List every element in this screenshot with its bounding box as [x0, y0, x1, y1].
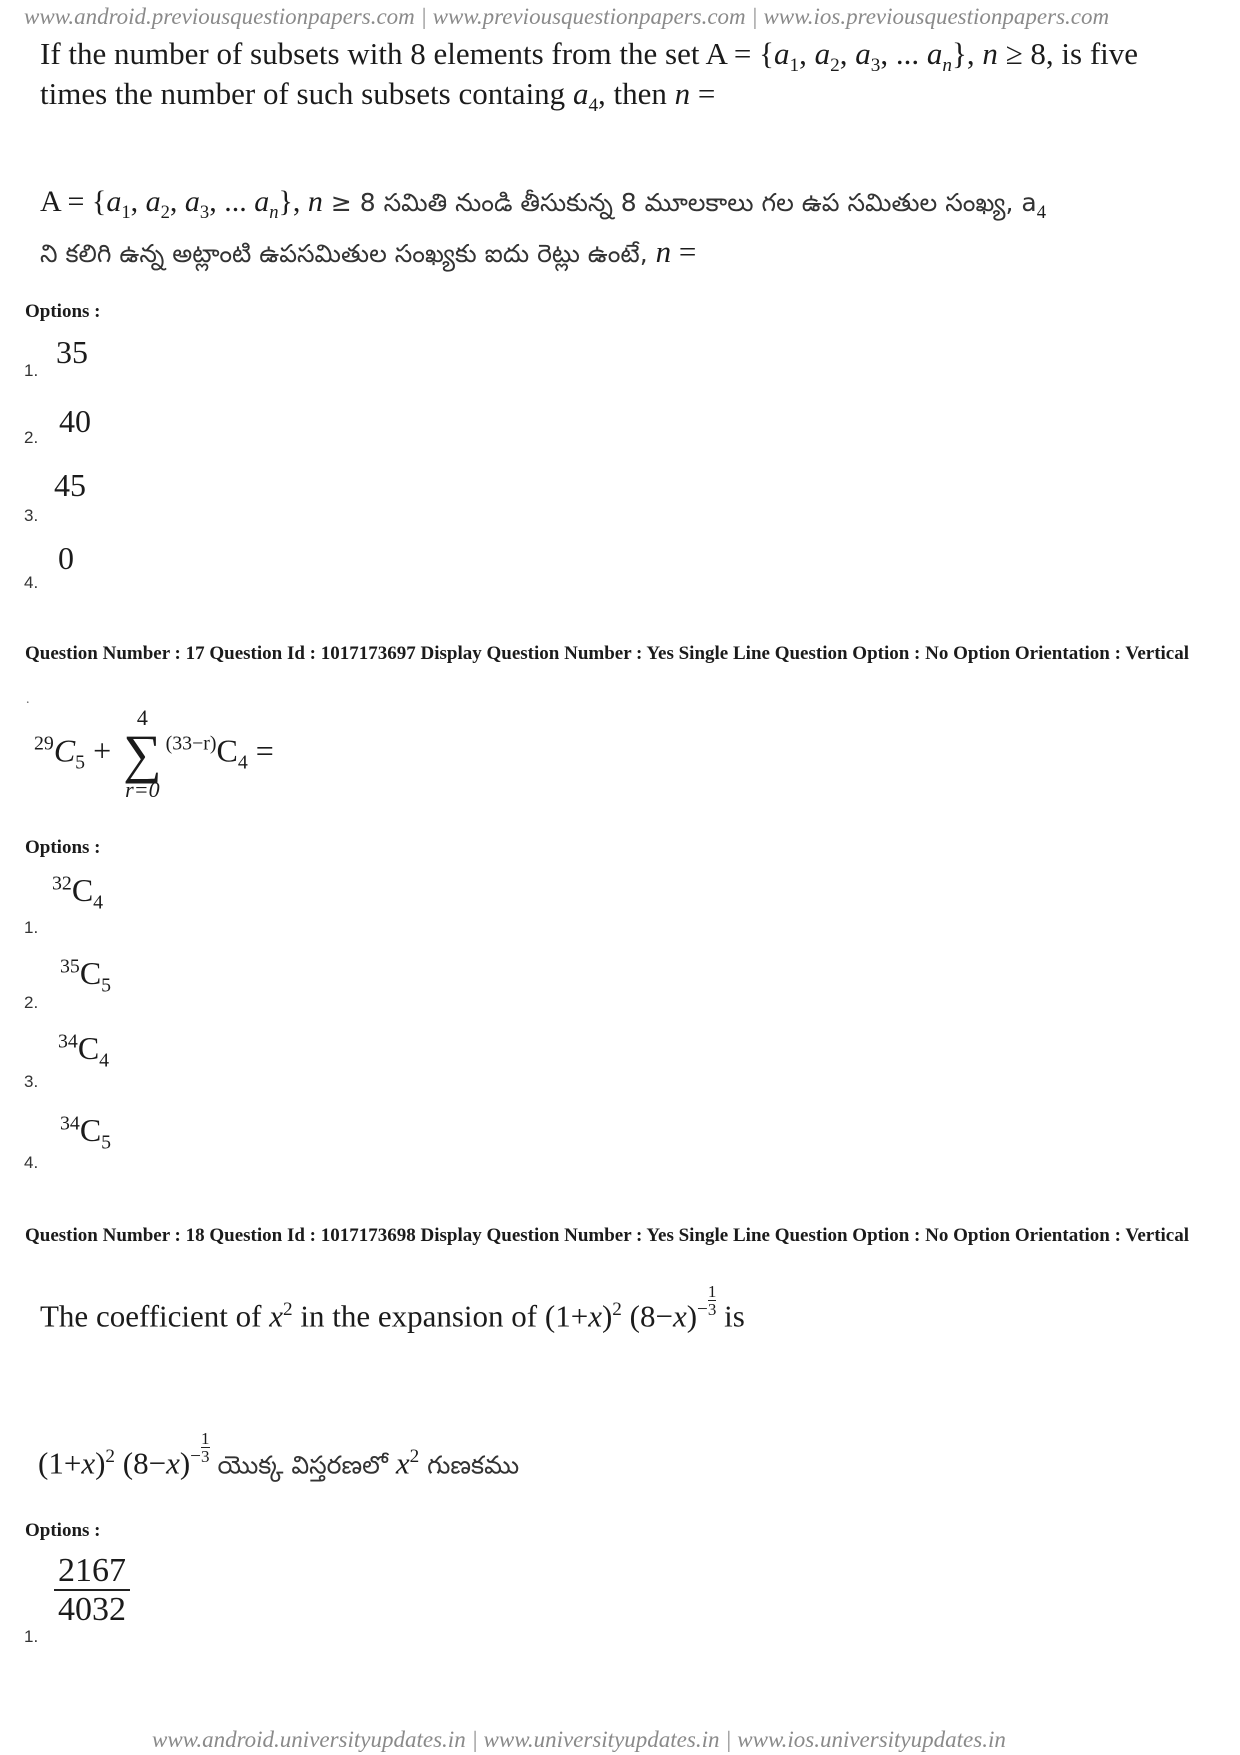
- option-value: 45: [54, 467, 86, 503]
- option-fraction: [54, 1552, 130, 1629]
- var-x: x: [588, 1298, 602, 1334]
- q16-telugu-line-2: ని కలిగి ఉన్న అట్లాంటి ఉపసమితుల సంఖ్యకు ఐదు రెట్లు ఉంటే, n =: [40, 234, 697, 269]
- q18-en-text: The coefficient of: [40, 1298, 270, 1334]
- q16-en-text: },: [951, 36, 983, 71]
- exp-num: 1: [707, 1282, 717, 1301]
- q16-en-text: =: [690, 76, 716, 111]
- q18-options-label: Options :: [25, 1520, 101, 1541]
- expr-eq: =: [247, 732, 274, 769]
- fraction-denominator: 4032: [58, 1591, 126, 1629]
- q16-te-text: A = {: [40, 185, 107, 218]
- fraction-numerator: 2167: [54, 1552, 130, 1591]
- option-number: 3.: [24, 1072, 39, 1091]
- q16-te-text: =: [671, 234, 697, 269]
- option-value: $^{34}C_5$: [60, 1112, 112, 1154]
- sigma-symbol: [123, 706, 162, 802]
- footer-watermark: www.android.universityupdates.in | www.universityupdates.in | www.ios.universityupdates.in: [152, 1727, 1006, 1752]
- expr-sup: 29: [34, 732, 54, 755]
- q17-expression: [34, 706, 274, 802]
- header-watermark: www.android.previousquestionpapers.com | www.previousquestionpapers.com | www.ios.previousquestionpapers.com: [24, 4, 1110, 29]
- option-value: 40: [59, 403, 91, 439]
- var-x: x: [672, 1298, 687, 1334]
- expr-sub: 4: [237, 751, 248, 774]
- exp: 2: [612, 1299, 622, 1321]
- var-x: x: [81, 1445, 96, 1481]
- q17-meta: Question Number : 17 Question Id : 1017173697 Display Question Number : Yes Single Line Question Option : No Option Orientation : Vertical: [25, 643, 1190, 664]
- option-number: 1.: [24, 918, 39, 937]
- option-number: 1.: [24, 361, 39, 380]
- exp-den: 3: [707, 1300, 717, 1320]
- expr-part: ): [179, 1445, 191, 1481]
- option-number: 3.: [24, 506, 39, 525]
- expr-c: C: [216, 732, 238, 769]
- exp-den: 3: [201, 1447, 210, 1467]
- q16-en-text: If the number of subsets with 8 elements from the set A = {: [40, 36, 775, 71]
- sigma-bottom: r=0: [125, 777, 160, 802]
- option-value: 35: [56, 334, 88, 370]
- q16-te-text: ≥ 8 సమితి నుండి తీసుకున్న 8 మూలకాలు గల ఉప సమితుల సంఖ్య, a: [322, 188, 1037, 217]
- expr-part: ): [95, 1445, 106, 1481]
- q16-en-text: ≥ 8, is five: [997, 36, 1139, 71]
- expr-sup: (33−r): [165, 732, 217, 755]
- sigma-top: 4: [136, 705, 148, 730]
- q16-te-text: ని కలిగి ఉన్న అట్లాంటి ఉపసమితుల సంఖ్యకు ఐదు రెట్లు ఉంటే,: [40, 239, 656, 268]
- expr-sub: 5: [75, 751, 86, 774]
- var-x: x: [269, 1298, 283, 1334]
- exp: 2: [283, 1299, 293, 1321]
- option-number: 2.: [24, 428, 39, 447]
- q16-english-line-2: times the number of such subsets containg $a_4$, then n =: [40, 76, 716, 117]
- q17-dot: .: [26, 692, 30, 707]
- q16-en-text: times the number of such subsets containg: [40, 76, 573, 111]
- option-number: 4.: [24, 1153, 39, 1172]
- var-x: x: [395, 1445, 410, 1481]
- option-number: 1.: [24, 1627, 39, 1646]
- q18-en-text: in the expansion of: [292, 1298, 545, 1334]
- q16-options-label: Options :: [25, 301, 101, 322]
- option-value: [54, 1552, 130, 1629]
- expr-part: ): [686, 1298, 698, 1334]
- option-value: $^{32}C_4$: [52, 872, 104, 914]
- expr-part: (1+: [38, 1445, 82, 1481]
- option-number: 4.: [24, 573, 39, 592]
- option-value: 0: [58, 540, 74, 576]
- option-value: $^{34}C_4$: [58, 1030, 110, 1072]
- exp-sign: −: [190, 1446, 202, 1468]
- sigma-glyph: ∑: [123, 724, 162, 784]
- exp-fraction: [201, 1430, 210, 1465]
- option-number: 2.: [24, 993, 39, 1012]
- expr-plus: +: [85, 732, 120, 769]
- q18-meta: Question Number : 18 Question Id : 1017173698 Display Question Number : Yes Single Line Question Option : No Option Orientation : Vertical: [25, 1225, 1190, 1246]
- exp: 2: [409, 1446, 420, 1468]
- q16-en-text: , then: [598, 76, 675, 111]
- q17-options-label: Options :: [25, 837, 101, 858]
- exp-sign: −: [697, 1299, 708, 1321]
- exp: 2: [105, 1446, 116, 1468]
- q16-telugu-line-1: $A = \{a_1$, $a_2$, $a_3$, ... $a_n$}, n ≥ 8 సమితి నుండి తీసుకున్న 8 మూలకాలు గల ఉప సమితుల సంఖ్య, $a_4$: [40, 185, 1047, 223]
- q16-te-text: },: [278, 185, 308, 218]
- q16-english-line-1: If the number of subsets with 8 elements from the set $A = \{a_1$, $a_2$, $a_3$, ... $a_n$}, n ≥ 8, is five: [40, 36, 1139, 77]
- q18-telugu: [38, 1430, 519, 1485]
- q18-english: [40, 1283, 745, 1336]
- expr-part: (8−: [122, 1445, 167, 1481]
- option-value: $^{35}C_5$: [60, 955, 112, 997]
- expr-part: (8−: [629, 1298, 673, 1334]
- q18-te-text: యొక్క విస్తరణలో: [209, 1450, 396, 1480]
- expr-part: (1+: [544, 1298, 589, 1334]
- q18-en-text: is: [716, 1298, 745, 1334]
- expr-part: ): [601, 1298, 613, 1334]
- var-x: x: [166, 1445, 180, 1481]
- exp-num: 1: [201, 1429, 210, 1448]
- expr-c: C: [53, 732, 76, 769]
- q18-te-text: గుణకము: [419, 1450, 520, 1480]
